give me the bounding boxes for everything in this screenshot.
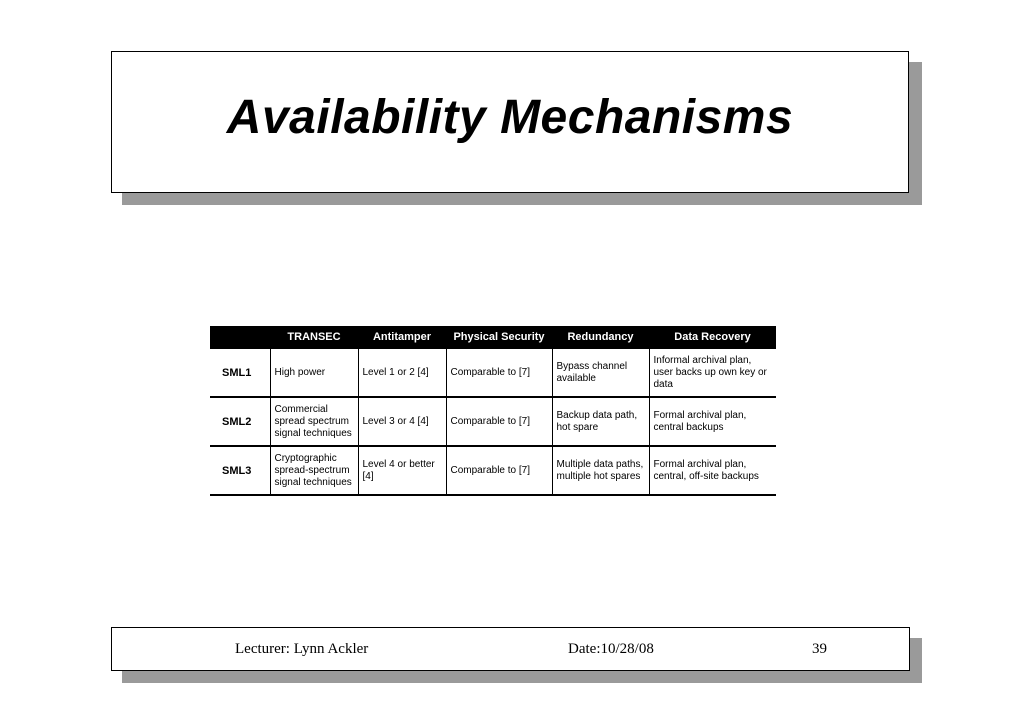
footer-date: Date:10/28/08 xyxy=(568,641,654,657)
table-header-cell: Physical Security xyxy=(446,326,552,348)
page-number: 39 xyxy=(812,641,827,657)
table-row xyxy=(210,348,776,397)
table-cell: Formal archival plan, central, off-site backups xyxy=(649,446,776,495)
table-row xyxy=(210,446,776,495)
table-row xyxy=(210,397,776,446)
table-cell: Cryptographic spread-spectrum signal techniques xyxy=(270,446,358,495)
table-cell: Level 4 or better [4] xyxy=(358,446,446,495)
table-header-cell: Redundancy xyxy=(552,326,649,348)
table-header-cell xyxy=(210,326,270,348)
table-cell: Level 1 or 2 [4] xyxy=(358,348,446,397)
table-cell: Comparable to [7] xyxy=(446,397,552,446)
title-box xyxy=(111,51,909,193)
sml-table xyxy=(210,326,776,496)
table-cell: Backup data path, hot spare xyxy=(552,397,649,446)
footer-box xyxy=(111,627,910,671)
table-cell: Comparable to [7] xyxy=(446,446,552,495)
table-cell: Comparable to [7] xyxy=(446,348,552,397)
slide-title: Availability Mechanisms xyxy=(226,91,794,144)
table-cell: Bypass channel available xyxy=(552,348,649,397)
table-row-header: SML3 xyxy=(210,446,270,495)
table-header-cell: Data Recovery xyxy=(649,326,776,348)
table-header-cell: TRANSEC xyxy=(270,326,358,348)
table-header-cell: Antitamper xyxy=(358,326,446,348)
table-cell: Informal archival plan, user backs up own key or data xyxy=(649,348,776,397)
footer-lecturer: Lecturer: Lynn Ackler xyxy=(235,641,369,657)
table-cell: High power xyxy=(270,348,358,397)
table-row-header: SML2 xyxy=(210,397,270,446)
table-header-row xyxy=(210,326,776,348)
table-cell: Formal archival plan, central backups xyxy=(649,397,776,446)
table-row-header: SML1 xyxy=(210,348,270,397)
table-cell: Level 3 or 4 [4] xyxy=(358,397,446,446)
table-cell: Commercial spread spectrum signal techniques xyxy=(270,397,358,446)
table-cell: Multiple data paths, multiple hot spares xyxy=(552,446,649,495)
